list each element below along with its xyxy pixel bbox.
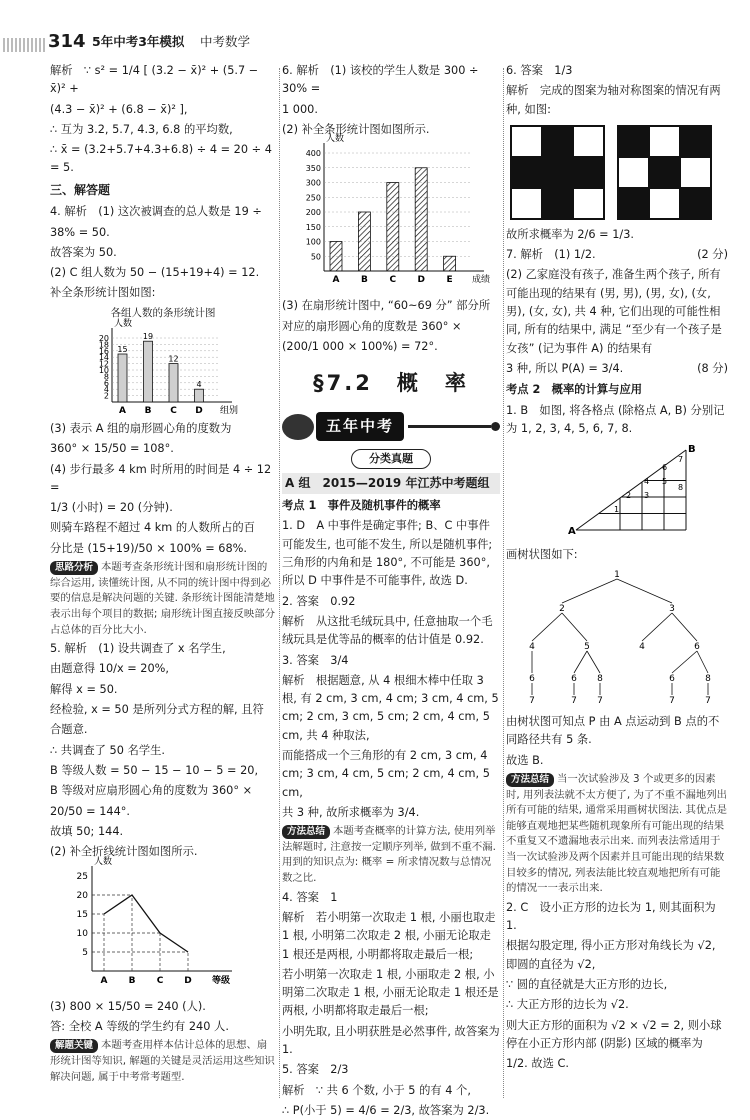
grid-cell <box>618 157 649 188</box>
section-title: §7.2 概 率 <box>313 371 469 396</box>
x-tick-label: A <box>119 405 126 416</box>
y-tick-label: 12 <box>98 359 109 369</box>
text-line: 解析 根据题意, 从 4 根细木棒中任取 3 根, 有 2 cm, 3 cm, 4 cm; 3 cm, 4 cm, 5 cm; 2 cm, 3 cm, 5 cm; 2 cm, 4 cm, 5 cm, 共 4 种取法, <box>282 673 499 742</box>
text-line: 1. B 如图, 将各格点 (除格点 A, B) 分别记为 1, 2, 3, 4, 5, 6, 7, 8. <box>506 403 725 435</box>
grid-cell <box>680 157 711 188</box>
bar <box>444 256 456 271</box>
text-line: (2) 补全折线统计图如图所示. <box>50 845 198 859</box>
text-line: 2. C 设小正方形的边长为 1, 则其面积为 1. <box>506 900 716 933</box>
x-axis-label: 等级 <box>212 976 231 987</box>
y-tick-label: 25 <box>76 872 88 883</box>
topic-heading: 考点 1 事件及随机事件的概率 <box>282 499 441 513</box>
tree-node: 1 <box>614 569 620 580</box>
tree-node: 5 <box>584 641 590 652</box>
text-line: 经检验, x = 50 是所列分式方程的解, 且符 <box>50 703 264 717</box>
grid-cell <box>542 126 573 157</box>
text-line: 而能搭成一个三角形的有 2 cm, 3 cm, 4 cm; 3 cm, 4 cm, 5 cm; 2 cm, 4 cm, 5 cm, <box>282 748 490 799</box>
text-line: 1/2. 故选 C. <box>506 1057 570 1071</box>
text-line: ∴ 互为 3.2, 5.7, 4.3, 6.8 的平均数, <box>50 122 233 136</box>
y-tick-label: 200 <box>305 208 321 218</box>
line-chart-grades <box>70 857 240 991</box>
tree-edge <box>562 613 587 641</box>
text-line: 38% = 50. <box>50 225 110 239</box>
text-line: (3) 在扇形统计图中, “60~69 分” 部分所 <box>282 299 491 313</box>
tree-edge <box>697 651 708 673</box>
y-axis-label: 人数 <box>326 134 345 145</box>
text-line: 解析 若小明第一次取走 1 根, 小丽也取走 1 根, 小明第二次取走 2 根, 小丽无论取走 1 根还是两根, 小明都将取走最后一根; <box>282 910 496 961</box>
text-line: 则大正方形的面积为 √2 × √2 = 2, 则小球停在小正方形内部 (阴影) 区域的概率为 <box>506 1018 722 1050</box>
bar <box>144 341 153 402</box>
grid-cell <box>649 188 680 219</box>
tree-edge <box>587 651 600 673</box>
tree-node: 7 <box>669 695 675 706</box>
grid-cell <box>573 157 604 188</box>
grid-cell <box>573 188 604 219</box>
y-tick-label: 250 <box>305 193 321 203</box>
grid-cell <box>680 188 711 219</box>
y-tick-label: 15 <box>76 910 88 921</box>
bar <box>169 363 178 401</box>
text-line: ∵ 圆的直径就是大正方形的边长, <box>506 978 668 991</box>
text-line: (3) 800 × 15/50 = 240 (人). <box>50 999 206 1013</box>
x-tick-label: B <box>128 976 136 987</box>
category-chip: 分类真题 <box>351 449 431 469</box>
y-tick-label: 10 <box>98 365 109 375</box>
note-tag: 解题关键 <box>50 1039 98 1053</box>
text-line: ∴ x̄ = (3.2+5.7+4.3+6.8) ÷ 4 = 20 ÷ 4 = 5. <box>50 143 272 175</box>
text-line: 分比是 (15+19)/50 × 100% = 68%. <box>50 541 247 555</box>
x-axis-label: 成绩 <box>472 275 491 286</box>
text-line: 6. 答案 1/3 <box>506 64 573 77</box>
x-tick-label: C <box>389 275 397 286</box>
bar <box>358 212 370 271</box>
tree-node: 4 <box>639 641 645 652</box>
y-tick-label: 18 <box>98 340 109 350</box>
text-span: 3 种, 所以 P(A) = 3/4. <box>506 361 624 375</box>
chart1-title: 各组人数的条形统计图 <box>110 306 216 319</box>
x-tick-label: A <box>332 275 340 286</box>
y-tick-label: 100 <box>305 237 321 247</box>
note-text: 当一次试验涉及 3 个或更多的因素时, 用列表法就不太方便了, 为了不重不漏地列出所有可能的结果, 通常采用画树状图法. 其优点是能够直观地把某些随机现象所有可能出现的结果不重复又不遗漏地表示出来. 而列表法常适用于当一次试验涉及两个因素并且可能出现的结果数目较多的情况, 列表法能比较直观地把所有可能的情况一一表示出来. <box>506 772 728 895</box>
tree-node: 3 <box>669 603 675 614</box>
text-line: (2) 乙家庭没有孩子, 准备生两个孩子, 所有可能出现的结果有 (男, 男), (男, 女), (女, 男), (女, 女), 共 4 种, 它们出现的可能性相同, 所有的结果中, 满足 “至少有一个孩子是女孩” (记为事件 A) 的结果有 <box>506 268 722 355</box>
tree-edge <box>642 613 672 641</box>
text-line: 根据勾股定理, 得小正方形对角线长为 √2, 即圆的直径为 √2, <box>506 939 716 971</box>
text-line: 解析 ∵ 共 6 个数, 小于 5 的有 4 个, <box>282 1083 471 1097</box>
text-line: 答: 全校 A 等级的学生约有 240 人. <box>50 1019 229 1033</box>
x-tick-label: E <box>446 275 453 286</box>
bar <box>195 389 204 402</box>
grid-cell <box>511 126 542 157</box>
x-tick-label: C <box>156 976 164 987</box>
book-title: 5年中考3年模拟 <box>92 34 185 49</box>
note-block <box>506 772 728 897</box>
note-text: 本题考查用样本估计总体的思想、扇形统计图等知识, 解题的关键是灵活运用这些知识解决问题, 属于中考常考题型. <box>50 1039 275 1083</box>
tree-node: 7 <box>529 695 535 706</box>
bar-chart-scores <box>290 134 491 291</box>
point-label: A <box>568 526 576 538</box>
tree-node: 8 <box>597 673 603 684</box>
text-line: B 等级人数 = 50 − 15 − 10 − 5 = 20, <box>50 763 259 777</box>
tree-node: 6 <box>694 641 700 652</box>
tree-node: 2 <box>559 603 565 614</box>
grid-cell <box>649 157 680 188</box>
group-heading: A 组 2015—2019 年江苏中考题组 <box>282 473 500 494</box>
text-line: 360° × 15/50 = 108°. <box>50 442 174 456</box>
y-tick-label: 2 <box>103 391 109 401</box>
grid-cell <box>511 188 542 219</box>
text-line: 由题意得 10/x = 20%, <box>50 662 169 676</box>
note-tag: 方法总结 <box>506 773 554 787</box>
grid-cell <box>573 126 604 157</box>
y-tick-label: 150 <box>305 222 321 232</box>
text-line: ∴ 大正方形的边长为 √2. <box>506 998 629 1012</box>
point-label: 6 <box>662 463 668 473</box>
grid-pattern-b <box>617 125 712 220</box>
tree-diagram <box>512 567 722 707</box>
text-line: 4. 答案 1 <box>282 890 338 904</box>
x-tick-label: D <box>184 976 192 987</box>
x-tick-label: C <box>170 405 177 416</box>
data-label: 19 <box>142 331 154 341</box>
series-line <box>104 895 188 952</box>
point-label: B <box>688 444 696 456</box>
y-axis-label: 人数 <box>114 318 133 329</box>
note-block <box>50 560 276 638</box>
text-line: 故所求概率为 2/6 = 1/3. <box>506 227 634 241</box>
point-label: 3 <box>644 491 650 501</box>
text-line: 1/3 (小时) = 20 (分钟). <box>50 501 173 515</box>
y-tick-label: 4 <box>103 384 109 394</box>
text-line: (2) 补全条形统计图如图所示. <box>282 122 430 136</box>
data-label: 15 <box>117 344 128 354</box>
text-line: ∴ 共调查了 50 名学生. <box>50 743 166 757</box>
tree-edge <box>672 651 697 673</box>
note-tag: 思路分析 <box>50 561 98 575</box>
tree-node: 6 <box>571 673 577 684</box>
text-line: ∴ P(小于 5) = 4/6 = 2/3, 故答案为 2/3. <box>282 1103 490 1117</box>
tree-edge <box>532 613 562 641</box>
text-line: (4.3 − x̄)² + (6.8 − x̄)² ], <box>50 102 188 116</box>
triangle-grid-diagram <box>566 440 696 540</box>
note-block <box>50 1038 276 1085</box>
text-line: 3. 答案 3/4 <box>282 653 349 667</box>
x-tick-label: B <box>360 275 368 286</box>
y-tick-label: 14 <box>98 352 109 362</box>
bar <box>415 168 427 271</box>
y-tick-label: 5 <box>82 948 88 959</box>
bar-chart-groups <box>90 318 240 416</box>
text-line: (200/1 000 × 100%) = 72°. <box>282 340 438 354</box>
note-text: 本题考查条形统计图和扇形统计图的综合运用, 读懂统计图, 从不同的统计图中得到必要的信息是解决问题的关键. 条形统计图能清楚地表示出每个项目的数据; 扇形统计图直接反映部分占总体的百分比大小. <box>50 561 276 636</box>
text-line: 共 3 种, 故所求概率为 3/4. <box>282 805 420 819</box>
y-tick-label: 20 <box>76 891 88 902</box>
text-line: (2) C 组人数为 50 − (15+19+4) = 12. <box>50 266 260 280</box>
column-divider <box>503 68 504 1098</box>
score-label: (2 分) <box>697 248 728 262</box>
y-axis-label: 人数 <box>94 857 113 868</box>
text-line: 解得 x = 50. <box>50 682 118 696</box>
y-tick-label: 10 <box>76 929 88 940</box>
page-number: 314 <box>48 31 86 52</box>
text-line: 4. 解析 (1) 这次被调查的总人数是 19 ÷ <box>50 205 262 219</box>
text-line: 5. 答案 2/3 <box>282 1063 349 1077</box>
point-label: 8 <box>678 483 684 493</box>
text-line: 由树状图可知点 P 由 A 点运动到 B 点的不同路径共有 5 条. <box>506 715 720 747</box>
y-tick-label: 50 <box>310 252 321 262</box>
y-tick-label: 8 <box>103 372 109 382</box>
text-line: 合题意. <box>50 723 88 737</box>
score-label: (8 分) <box>697 361 728 375</box>
column-right <box>506 62 728 1102</box>
grid-cell <box>511 157 542 188</box>
section-heading: 三、解答题 <box>50 182 111 197</box>
text-line: 故选 B. <box>506 753 544 767</box>
tree-node: 7 <box>705 695 711 706</box>
banner <box>282 412 500 440</box>
subject-title: 中考数学 <box>200 34 251 49</box>
note-block <box>282 824 500 886</box>
column-middle <box>282 62 500 1117</box>
point-label: 2 <box>626 491 632 501</box>
grid-cell <box>618 126 649 157</box>
note-tag: 方法总结 <box>282 825 330 839</box>
point-label: 5 <box>662 477 668 487</box>
grid-patterns <box>510 125 728 220</box>
y-tick-label: 16 <box>98 346 109 356</box>
runner-icon <box>282 414 314 440</box>
y-tick-label: 20 <box>98 333 109 343</box>
y-tick-label: 300 <box>305 178 321 188</box>
header-decoration <box>3 38 45 52</box>
tree-edge <box>562 579 617 603</box>
text-line: 6. 解析 (1) 该校的学生人数是 300 ÷ 30% = <box>282 64 479 96</box>
point-label: 4 <box>644 477 650 487</box>
banner-label: 五年中考 <box>316 412 404 440</box>
point-label: 7 <box>678 455 684 465</box>
bar <box>387 183 399 272</box>
y-tick-label: 350 <box>305 163 321 173</box>
grid-cell <box>618 188 649 219</box>
tree-node: 7 <box>597 695 603 706</box>
x-axis-label: 组别 <box>220 405 239 416</box>
y-tick-label: 6 <box>103 378 109 388</box>
text-line: 1. D A 中事件是确定事件; B、C 中事件可能发生, 也可能不发生, 所以是随机事件; 三角形的内角和是 180°, 不可能是 360°, 所以 D 中事件是不可能事件, 故选 D. <box>282 519 493 588</box>
text-line: B 等级对应扇形圆心角的度数为 360° × <box>50 784 253 798</box>
banner-line <box>408 425 491 428</box>
data-label: 12 <box>168 354 179 364</box>
topic-heading: 考点 2 概率的计算与应用 <box>506 383 643 397</box>
triangle-edge <box>576 450 686 530</box>
text-line: 解析 从这批毛绒玩具中, 任意抽取一个毛绒玩具是优等品的概率的估计值是 0.92. <box>282 614 493 647</box>
x-tick-label: B <box>144 405 152 416</box>
text-line: 5. 解析 (1) 设共调查了 x 名学生, <box>50 642 226 656</box>
x-tick-label: A <box>100 976 108 987</box>
grid-cell <box>649 126 680 157</box>
note-text: 本题考查概率的计算方法, 使用列举法解题时, 注意按一定顺序列举, 做到不重不漏. 用到的知识点为: 概率 = 所求情况数与总情况数之比. <box>282 825 496 884</box>
text-line: 解析 ∵ s² = 1/4 [ (3.2 − x̄)² + (5.7 − x̄)² + <box>50 64 259 96</box>
point-label: 1 <box>614 505 620 515</box>
text-line: 20/50 = 144°. <box>50 804 131 818</box>
column-left <box>50 62 276 1102</box>
text-line: 画树状图如下: <box>506 548 578 562</box>
tree-edge <box>672 613 697 641</box>
text-line: (3) 表示 A 组的扇形圆心角的度数为 <box>50 422 232 435</box>
text-line: 故答案为 50. <box>50 245 117 259</box>
text-line: 1 000. <box>282 102 318 116</box>
grid-cell <box>542 157 573 188</box>
text-line: 解析 完成的图案为轴对称图案的情况有两种, 如图: <box>506 84 721 116</box>
tree-node: 8 <box>705 673 711 684</box>
tree-node: 6 <box>529 673 535 684</box>
banner-dot <box>491 422 500 431</box>
tree-edge <box>617 579 672 603</box>
text-line <box>506 360 728 378</box>
tree-node: 4 <box>529 641 535 652</box>
text-line: (4) 步行最多 4 km 时所用的时间是 4 ÷ 12 = <box>50 462 272 494</box>
tree-edge <box>574 651 587 673</box>
text-line: 2. 答案 0.92 <box>282 594 356 608</box>
column-divider <box>279 68 280 1098</box>
text-line: 补全条形统计图如图: <box>50 286 156 300</box>
y-tick-label: 400 <box>305 149 321 159</box>
bar <box>118 354 127 402</box>
text-span: 7. 解析 (1) 1/2. <box>506 248 596 262</box>
text-line: 若小明第一次取走 1 根, 小丽取走 2 根, 小明第二次取走 1 根, 小丽无论取走 1 根还是两根, 小明都将取走最后一根; <box>282 967 499 1018</box>
grid-cell <box>542 188 573 219</box>
grid-pattern-a <box>510 125 605 220</box>
tree-node: 7 <box>571 695 577 706</box>
x-tick-label: D <box>195 405 203 416</box>
text-line: 故填 50; 144. <box>50 824 124 838</box>
tree-node: 6 <box>669 673 675 684</box>
text-line: 小明先取, 且小明获胜是必然事件, 故答案为 1. <box>282 1024 500 1056</box>
x-tick-label: D <box>417 275 425 286</box>
text-line: 对应的扇形圆心角的度数是 360° × <box>282 319 462 333</box>
data-label: 4 <box>196 379 202 389</box>
text-line: 则骑车路程不超过 4 km 的人数所占的百 <box>50 521 255 535</box>
text-line <box>506 246 728 264</box>
bar <box>330 242 342 272</box>
grid-cell <box>680 126 711 157</box>
